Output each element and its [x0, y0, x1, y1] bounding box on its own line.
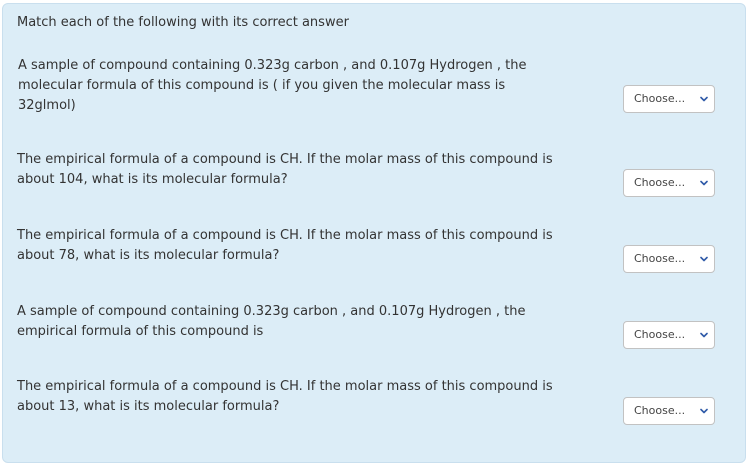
chevron-down-icon: [700, 95, 708, 103]
answer-select-2-value: Choose...: [634, 176, 686, 189]
answer-select-3[interactable]: [623, 245, 715, 273]
chevron-down-icon: [700, 407, 708, 415]
question-5-text: The empirical formula of a compound is CH. If the molar mass of this compound is about 13, what is its molecular formula?: [17, 379, 553, 414]
answer-select-1-value: Choose...: [634, 92, 686, 105]
question-2-text: The empirical formula of a compound is CH. If the molar mass of this compound is about 104, what is its molecular formula?: [17, 152, 553, 187]
instruction-text: Match each of the following with its correct answer: [17, 15, 349, 30]
question-1-text: A sample of compound containing 0.323g carbon , and 0.107g Hydrogen , the molecular formula of this compound is ( if you given the molecular mass is 32glmol): [18, 58, 527, 113]
question-4-text: A sample of compound containing 0.323g carbon , and 0.107g Hydrogen , the empirical formula of this compound is: [17, 304, 526, 339]
chevron-down-icon: [700, 331, 708, 339]
answer-select-2[interactable]: [623, 169, 715, 197]
question-3-text: The empirical formula of a compound is CH. If the molar mass of this compound is about 78, what is its molecular formula?: [17, 228, 553, 263]
chevron-down-icon: [700, 255, 708, 263]
answer-select-3-value: Choose...: [634, 252, 686, 265]
chevron-down-icon: [700, 179, 708, 187]
answer-select-4[interactable]: [623, 321, 715, 349]
answer-select-1[interactable]: [623, 85, 715, 113]
answer-select-5[interactable]: [623, 397, 715, 425]
question-panel: [2, 3, 746, 463]
answer-select-4-value: Choose...: [634, 328, 686, 341]
answer-select-5-value: Choose...: [634, 404, 686, 417]
